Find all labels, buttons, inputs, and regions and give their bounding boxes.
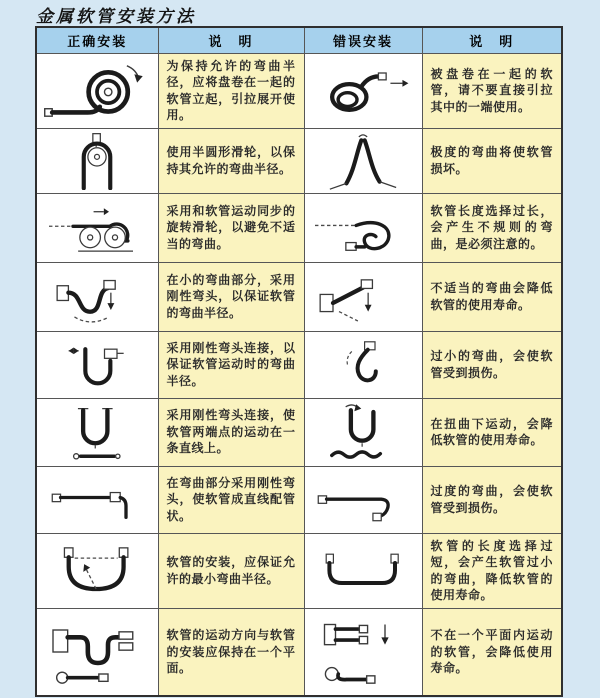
rigid-elbow-motion-illustration — [47, 335, 147, 395]
table-row — [36, 53, 562, 128]
wrong-image-cell — [304, 398, 422, 466]
rigid-elbow-small-bend-illustration — [45, 266, 149, 328]
correct-desc-cell: 采用刚性弯头连接，使软管两端点的运动在一条直线上。 — [158, 398, 304, 466]
same-plane-motion-illustration — [42, 614, 152, 690]
hose-too-short-illustration — [309, 543, 417, 599]
wrong-image-cell — [304, 466, 422, 533]
table-row — [36, 193, 562, 262]
header-description-left: 说 明 — [158, 27, 304, 53]
correct-image-cell — [36, 398, 158, 466]
wrong-desc-cell: 过小的弯曲，会使软管受到损伤。 — [422, 331, 562, 398]
table-row — [36, 466, 562, 533]
extreme-bend-illustration — [313, 132, 413, 190]
wrong-image-cell — [304, 53, 422, 128]
correct-desc-cell: 软管的运动方向与软管的安装应保持在一个平面。 — [158, 608, 304, 696]
wrong-desc-cell: 不在一个平面内运动的软管，会降低使用寿命。 — [422, 608, 562, 696]
wrong-image-cell — [304, 262, 422, 331]
hose-coil-standing-illustration — [41, 58, 153, 124]
semicircular-pulley-illustration — [47, 132, 147, 190]
header-correct-install: 正确安装 — [36, 27, 158, 53]
straight-piping-illustration — [43, 471, 151, 529]
wrong-desc-cell: 极度的弯曲将使软管损坏。 — [422, 128, 562, 193]
installation-guide-table — [35, 26, 563, 697]
correct-image-cell — [36, 331, 158, 398]
min-bend-radius-illustration — [43, 541, 151, 601]
wrong-desc-cell: 软管的长度选择过短，会产生软管过小的弯曲，降低软管的使用寿命。 — [422, 533, 562, 608]
correct-image-cell — [36, 533, 158, 608]
hose-too-long-illustration — [309, 198, 417, 258]
wrong-image-cell — [304, 128, 422, 193]
header-description-right: 说 明 — [422, 27, 562, 53]
table-row — [36, 262, 562, 331]
header-row — [36, 27, 562, 53]
wrong-desc-cell: 被盘卷在一起的软管，请不要直接引拉其中的一端使用。 — [422, 53, 562, 128]
page-title: 金属软管安装方法 — [36, 7, 196, 26]
not-one-plane-illustration — [308, 614, 418, 690]
correct-image-cell — [36, 262, 158, 331]
correct-image-cell — [36, 193, 158, 262]
correct-desc-cell: 软管的安装，应保证允许的最小弯曲半径。 — [158, 533, 304, 608]
table-row — [36, 608, 562, 696]
correct-desc-cell: 采用和软管运动同步的旋转滑轮，以避免不适当的弯曲。 — [158, 193, 304, 262]
correct-desc-cell: 为保持允许的弯曲半径，应将盘卷在一起的软管立起，引拉展开使用。 — [158, 53, 304, 128]
wrong-image-cell — [304, 331, 422, 398]
hose-coil-pulled-illustration — [309, 61, 417, 121]
rotating-pulleys-illustration — [41, 198, 153, 258]
table-row — [36, 331, 562, 398]
header-wrong-install: 错误安装 — [304, 27, 422, 53]
correct-image-cell — [36, 466, 158, 533]
twisted-motion-illustration — [311, 401, 415, 463]
wrong-desc-cell: 过度的弯曲，会使软管受到损伤。 — [422, 466, 562, 533]
correct-image-cell — [36, 128, 158, 193]
correct-image-cell — [36, 53, 158, 128]
correct-desc-cell: 在小的弯曲部分，采用刚性弯头，以保证软管的弯曲半径。 — [158, 262, 304, 331]
wrong-image-cell — [304, 193, 422, 262]
table-row — [36, 128, 562, 193]
wrong-desc-cell: 软管长度选择过长，会产生不规则的弯曲，是必须注意的。 — [422, 193, 562, 262]
wrong-image-cell — [304, 533, 422, 608]
correct-desc-cell: 在弯曲部分采用刚性弯头，使软管成直线配管状。 — [158, 466, 304, 533]
too-small-bend-illustration — [315, 335, 411, 395]
correct-image-cell — [36, 608, 158, 696]
excessive-bend-illustration — [309, 471, 417, 529]
table-row — [36, 398, 562, 466]
wrong-desc-cell: 不适当的弯曲会降低软管的使用寿命。 — [422, 262, 562, 331]
correct-desc-cell: 采用刚性弯头连接，以保证软管运动时的弯曲半径。 — [158, 331, 304, 398]
improper-bend-illustration — [311, 267, 415, 327]
straight-line-motion-illustration — [45, 401, 149, 463]
correct-desc-cell: 使用半圆形滑轮，以保持其允许的弯曲半径。 — [158, 128, 304, 193]
wrong-desc-cell: 在扭曲下运动，会降低软管的使用寿命。 — [422, 398, 562, 466]
table-row — [36, 533, 562, 608]
wrong-image-cell — [304, 608, 422, 696]
